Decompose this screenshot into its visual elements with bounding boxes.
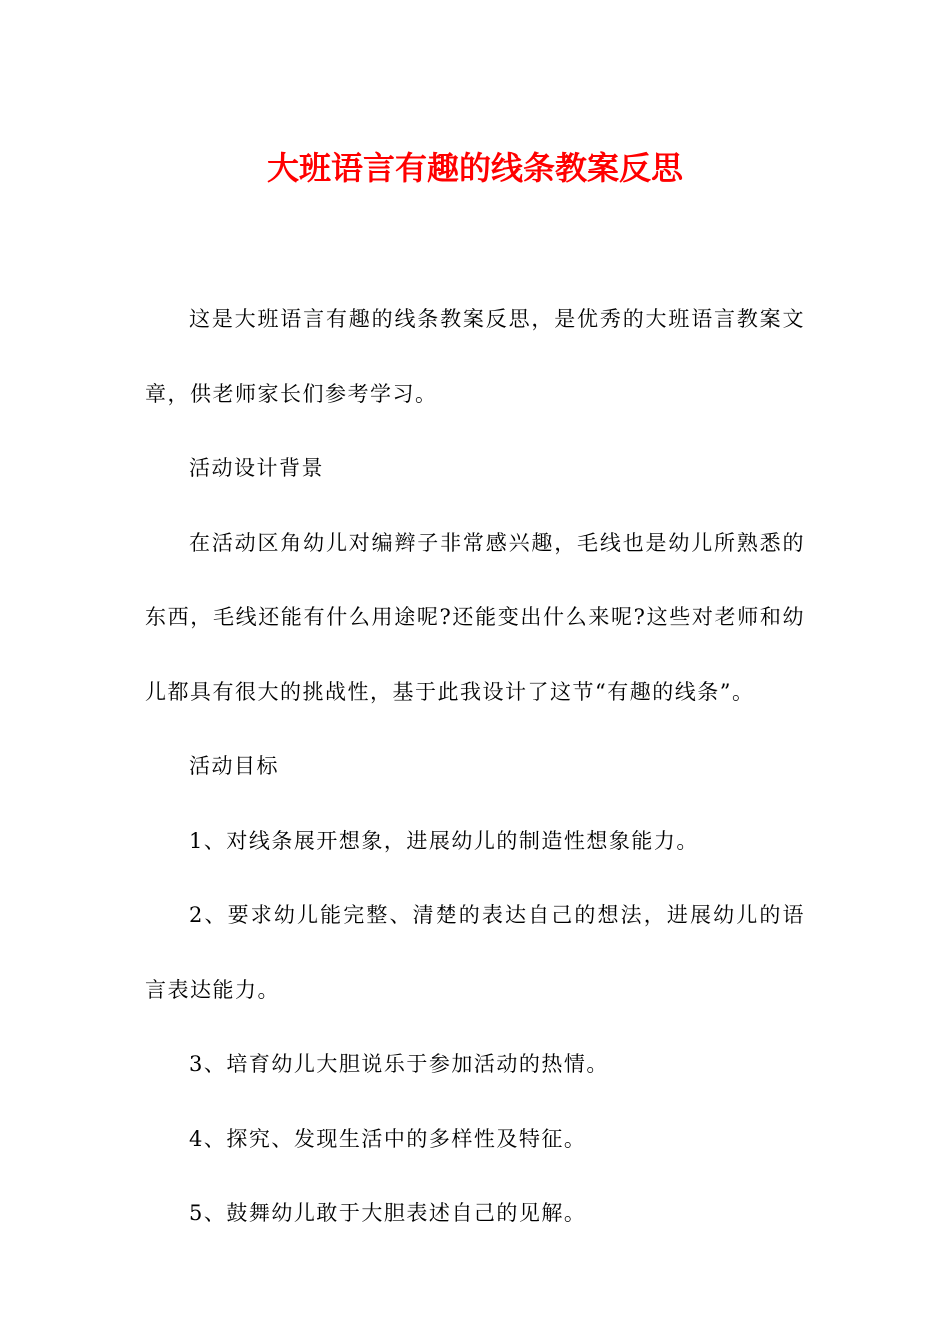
- goal-item-2: 2、要求幼儿能完整、清楚的表达自己的想法，进展幼儿的语言表达能力。: [145, 903, 805, 1002]
- section-heading-background: 活动设计背景: [189, 456, 324, 480]
- document-body: [145, 282, 805, 1251]
- goal-item-1: 1、对线条展开想象，进展幼儿的制造性想象能力。: [189, 828, 699, 853]
- document-title: 大班语言有趣的线条教案反思: [266, 149, 683, 187]
- goal-item-3: 3、培育幼儿大胆说乐于参加活动的热情。: [189, 1052, 609, 1076]
- section-heading-goals: 活动目标: [189, 754, 279, 778]
- background-paragraph: 在活动区角幼儿对编辫子非常感兴趣，毛线也是幼儿所熟悉的东西，毛线还能有什么用途呢?还能变出什么来呢?这些对老师和幼儿都具有很大的挑战性，基于此我设计了这节“有趣的线条”。: [145, 530, 805, 704]
- goal-item-4: 4、探究、发现生活中的多样性及特征。: [189, 1126, 587, 1151]
- goal-item-5: 5、鼓舞幼儿敢于大胆表述自己的见解。: [189, 1201, 587, 1225]
- intro-paragraph: 这是大班语言有趣的线条教案反思，是优秀的大班语言教案文章，供老师家长们参考学习。: [145, 307, 805, 406]
